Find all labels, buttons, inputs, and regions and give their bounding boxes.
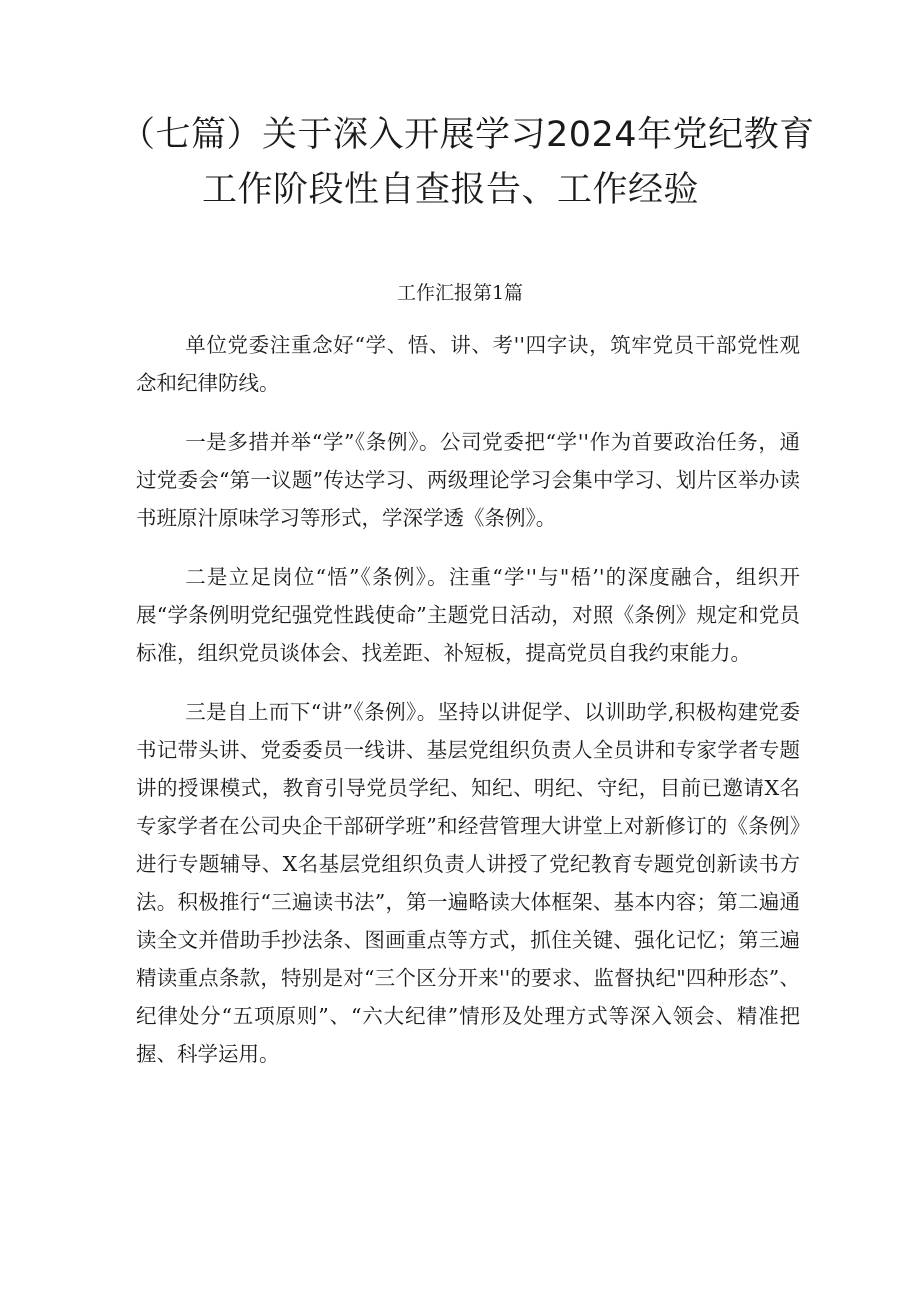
document-body <box>136 326 800 1094</box>
paragraph-study: 一是多措并举“学”《条例》。公司党委把“学''作为首要政治任务，通过党委会“第一议题”传达学习、两级理论学习会集中学习、划片区举办读书班原汁原味学习等形式，学深学透《条例》。 <box>136 430 800 530</box>
paragraph-understand: 二是立足岗位“悟”《条例》。注重“学''与"梧’'的深度融合，组织开展“学条例明党纪强党性践使命”主题党日活动，对照《条例》规定和党员标准，组织党员谈体会、找差距、补短板，提高党员自我约束能力。 <box>136 565 800 665</box>
document-title <box>120 108 840 218</box>
title-line-1: （七篇）关于深入开展学习2024年党纪教育 <box>120 115 815 155</box>
paragraph-lecture: 三是自上而下“讲”《条例》。坚持以讲促学、以训助学,积极构建党委书记带头讲、党委委员一线讲、基层党组织负责人全员讲和专家学者专题讲的授课模式，教育引导党员学纪、知纪、明纪、守纪，目前已邀请X名专家学者在公司央企干部研学班”和经营管理大讲堂上对新修订的《条例》进行专题辅导、X名基层党组织负责人讲授了党纪教育专题党创新读书方法。积极推行“三遍读书法”，第一遍略读大体框架、基本内容；第二遍通读全文并借助手抄法条、图画重点等方式，抓住关键、强化记忆；第三遍精读重点条款，特别是对“三个区分开来''的要求、监督执纪"四种形态”、纪律处分“五项原则”、“六大纪律”情形及处理方式等深入领会、精准把握、科学运用。 <box>136 700 800 1066</box>
section-heading: 工作汇报第1篇 <box>396 282 524 304</box>
title-line-2: 工作阶段性自查报告、工作经验 <box>202 170 700 210</box>
paragraph-intro: 单位党委注重念好“学、悟、讲、考''四字诀，筑牢党员干部党性观念和纪律防线。 <box>136 333 800 395</box>
